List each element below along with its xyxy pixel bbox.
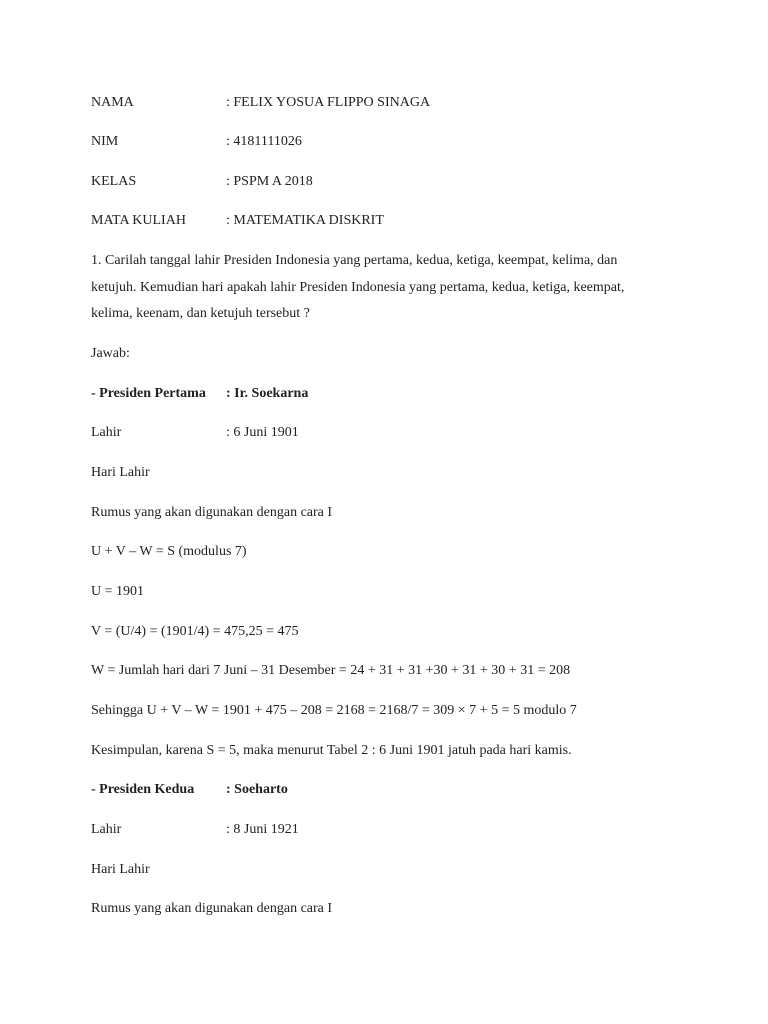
president1-lahir-value: : 6 Juni 1901 xyxy=(226,425,299,440)
answer-label: Jawab: xyxy=(91,346,130,361)
president2-lahir-label: Lahir xyxy=(91,822,122,837)
nama-label: NAMA xyxy=(91,95,134,110)
president1-w: W = Jumlah hari dari 7 Juni – 31 Desember = 24 + 31 + 31 +30 + 31 + 30 + 31 = 208 xyxy=(91,663,571,678)
nim-value: : 4181111026 xyxy=(226,134,302,149)
president2-title-label: - Presiden Kedua xyxy=(91,782,195,797)
kelas-value: : PSPM A 2018 xyxy=(226,174,313,189)
president1-hari-lahir: Hari Lahir xyxy=(91,465,150,480)
question-line-1: 1. Carilah tanggal lahir Presiden Indonesia yang pertama, kedua, ketiga, keempat, kelima, dan xyxy=(91,253,618,268)
mata-kuliah-label: MATA KULIAH xyxy=(91,213,186,228)
president1-formula: U + V – W = S (modulus 7) xyxy=(91,544,247,559)
president2-hari-lahir: Hari Lahir xyxy=(91,862,150,877)
president2-title-value: : Soeharto xyxy=(226,782,288,797)
president2-lahir-value: : 8 Juni 1921 xyxy=(226,822,299,837)
nama-value: : FELIX YOSUA FLIPPO SINAGA xyxy=(226,95,431,110)
question-line-2: ketujuh. Kemudian hari apakah lahir Presiden Indonesia yang pertama, kedua, ketiga, keempat, xyxy=(91,280,625,295)
president1-v: V = (U/4) = (1901/4) = 475,25 = 475 xyxy=(91,624,299,639)
question-line-3: kelima, keenam, dan ketujuh tersebut ? xyxy=(91,306,310,321)
president1-lahir-label: Lahir xyxy=(91,425,122,440)
president1-title-label: - Presiden Pertama xyxy=(91,386,206,401)
president1-u: U = 1901 xyxy=(91,584,145,599)
president1-title-value: : Ir. Soekarna xyxy=(226,386,309,401)
mata-kuliah-value: : MATEMATIKA DISKRIT xyxy=(226,213,384,228)
president1-kesimpulan: Kesimpulan, karena S = 5, maka menurut Tabel 2 : 6 Juni 1901 jatuh pada hari kamis. xyxy=(91,743,572,758)
president1-sehingga: Sehingga U + V – W = 1901 + 475 – 208 = 2168 = 2168/7 = 309 × 7 + 5 = 5 modulo 7 xyxy=(91,703,577,718)
nim-label: NIM xyxy=(91,134,119,149)
kelas-label: KELAS xyxy=(91,174,137,189)
president2-rumus: Rumus yang akan digunakan dengan cara I xyxy=(91,901,333,916)
president1-rumus: Rumus yang akan digunakan dengan cara I xyxy=(91,505,333,520)
